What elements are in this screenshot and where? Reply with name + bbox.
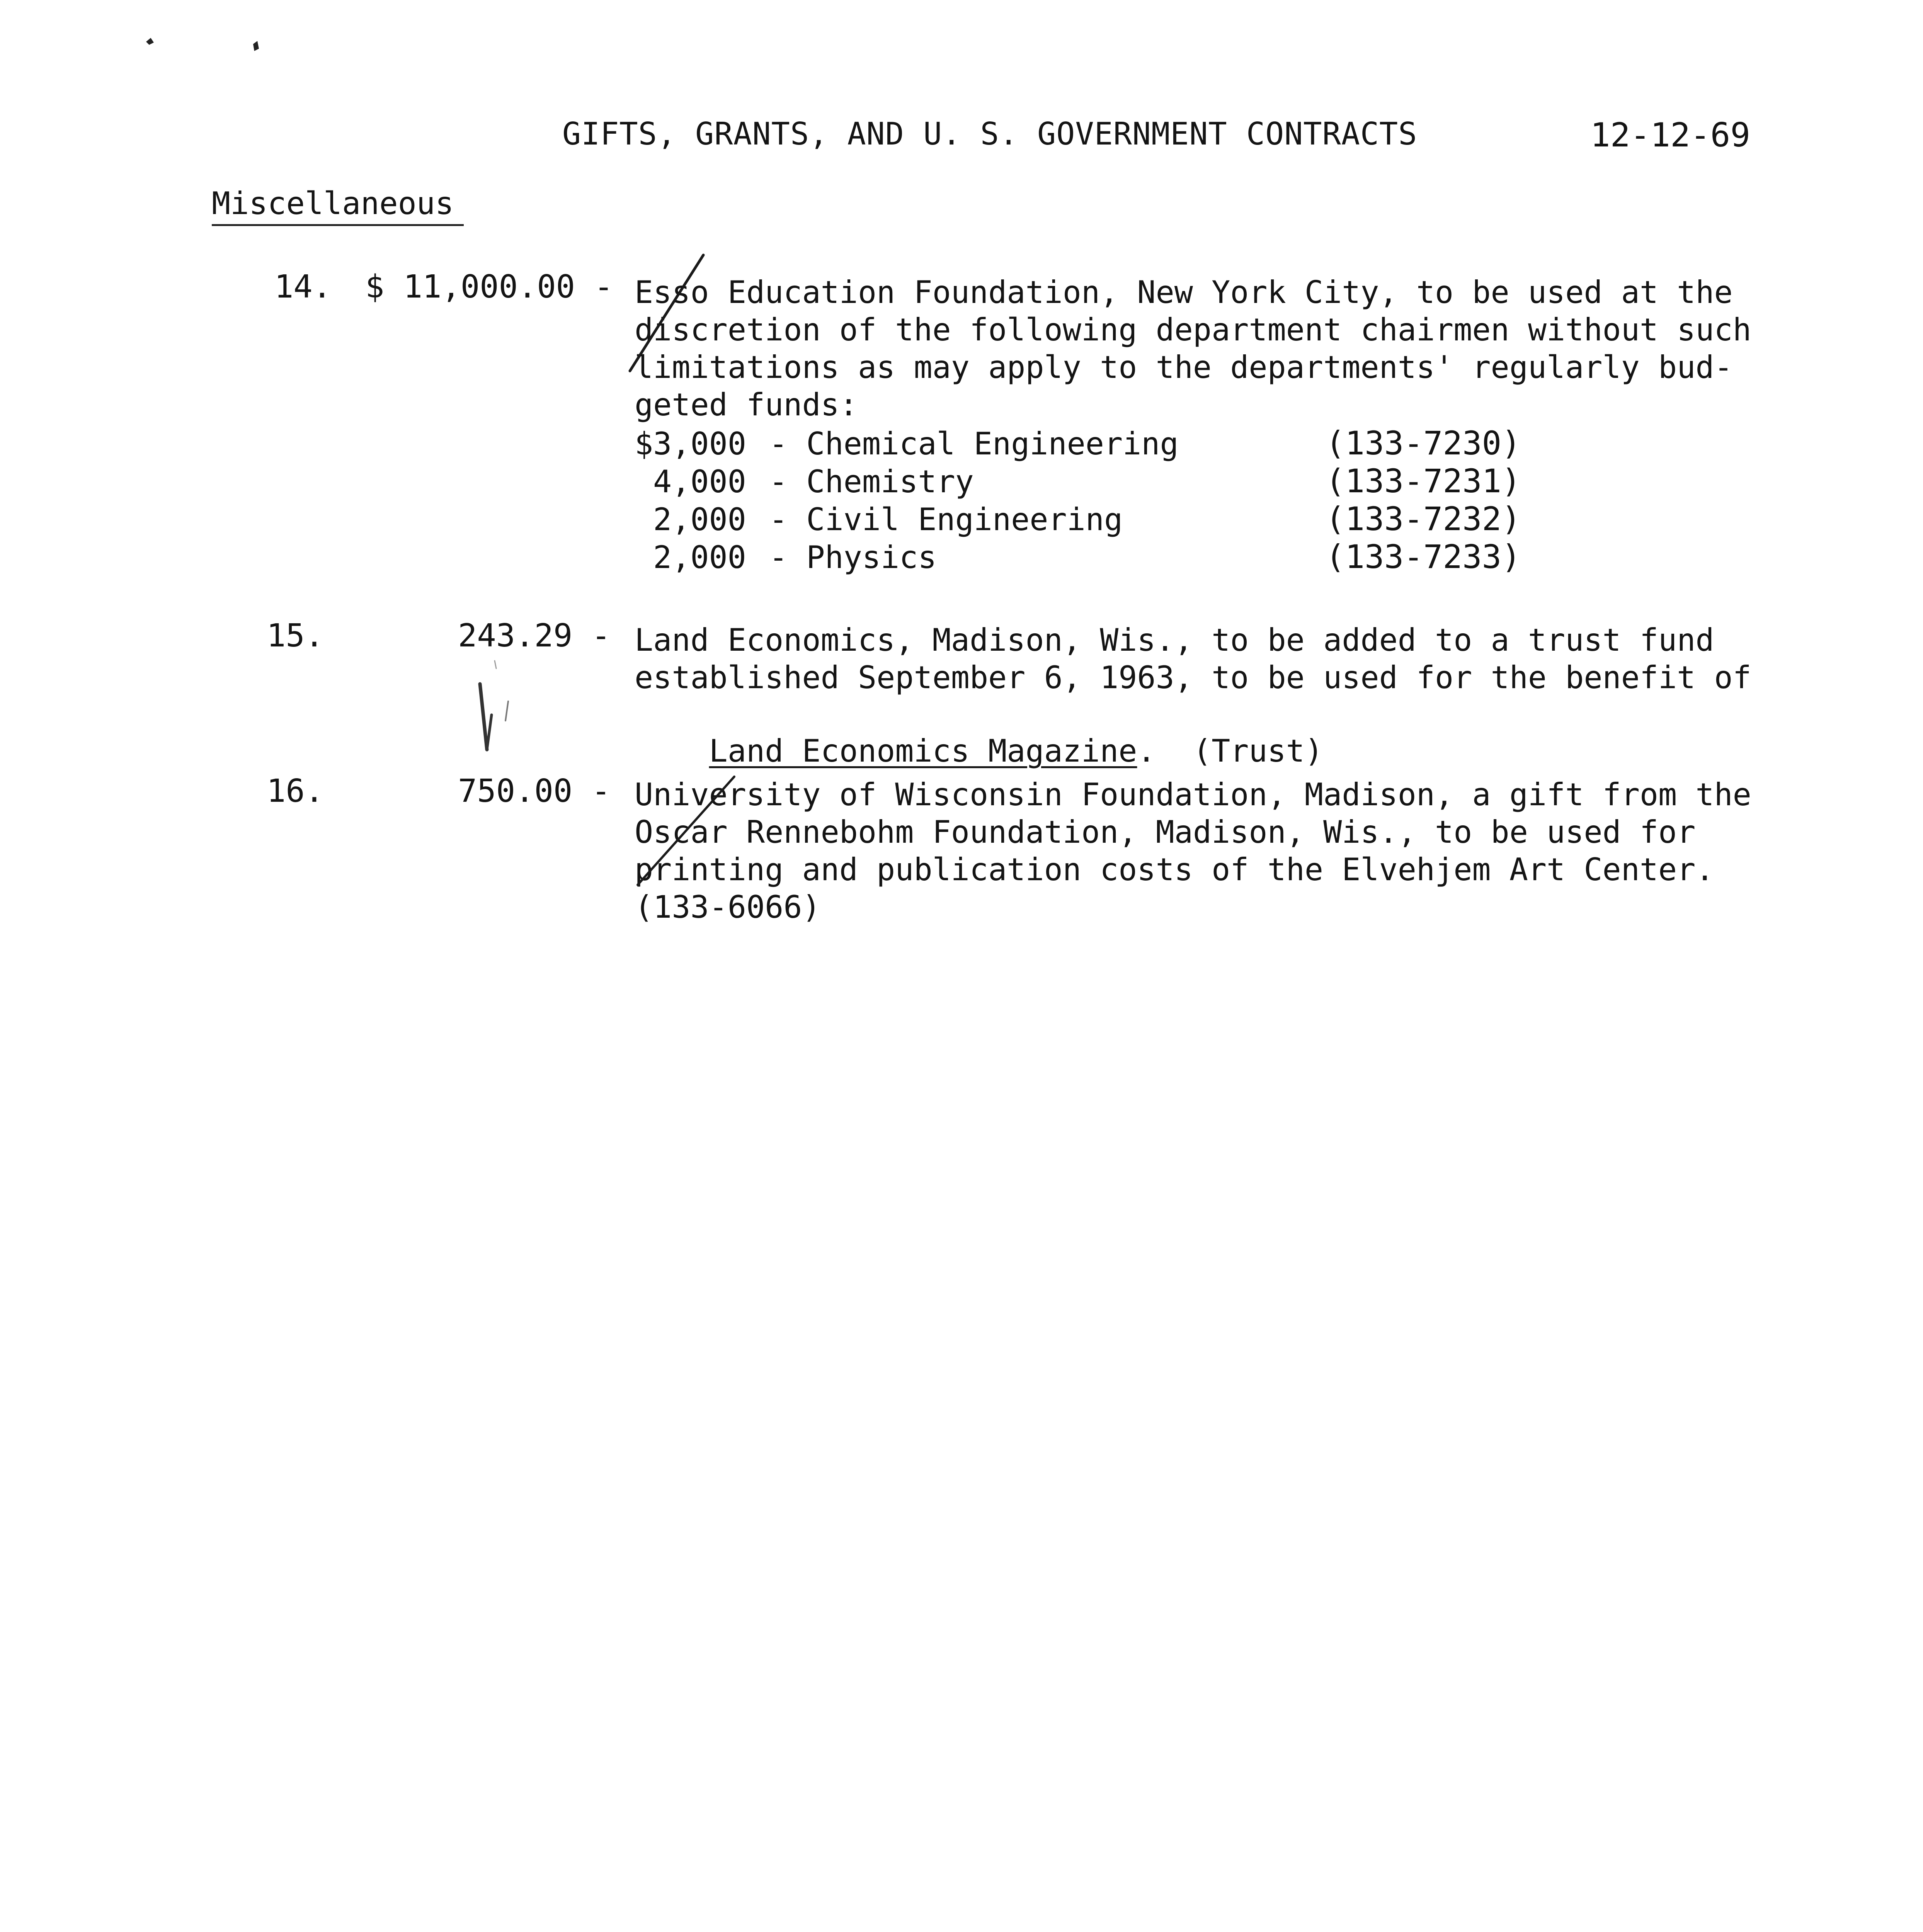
item-14-line-1: Esso Education Foundation, New York City, to be used at the: [635, 274, 1733, 310]
item-14-number: 14.: [274, 269, 332, 305]
allocation-amount: 2,000: [653, 502, 746, 537]
allocation-account-code: (133-7233): [1326, 538, 1521, 576]
item-15-amount: 243.29 -: [458, 617, 611, 654]
item-16-amount: 750.00 -: [458, 773, 611, 810]
item-16-line-4: (133-6066): [635, 889, 821, 925]
item-15-line-2: established September 6, 1963, to be used for the benefit of: [635, 660, 1751, 696]
handwritten-slash-mark: [618, 247, 719, 379]
item-14-line-4: geted funds:: [635, 387, 858, 423]
item-16-line-2: Oscar Rennebohm Foundation, Madison, Wis., to be used for: [635, 814, 1696, 850]
item-14-amount: $ 11,000.00 -: [365, 269, 613, 305]
allocation-account-code: (133-7231): [1326, 462, 1521, 500]
item-14-line-2: discretion of the following department chairmen without such: [635, 312, 1751, 348]
allocation-amount: 4,000: [653, 464, 746, 500]
item-15-line-1: Land Economics, Madison, Wis., to be added to a trust fund: [635, 622, 1714, 658]
item-15-number: 15.: [267, 617, 324, 654]
item-16-number: 16.: [267, 773, 324, 810]
allocation-department: - Physics: [769, 539, 937, 575]
handwritten-check-mark: [471, 657, 522, 757]
item-16-line-1: University of Wisconsin Foundation, Madison, a gift from the: [635, 777, 1751, 813]
magazine-title: Land Economics Magazine: [709, 733, 1137, 769]
allocation-amount: 2,000: [653, 539, 746, 575]
allocation-account-code: (133-7230): [1326, 424, 1521, 462]
page-title: GIFTS, GRANTS, AND U. S. GOVERNMENT CONTRACTS: [562, 116, 1418, 152]
section-underline: [212, 224, 464, 226]
allocation-department: - Civil Engineering: [769, 502, 1123, 537]
allocation-account-code: (133-7232): [1326, 500, 1521, 538]
allocation-amount: $3,000: [635, 426, 746, 462]
trust-note: . (Trust): [1137, 733, 1324, 769]
scan-speck-marks: [143, 31, 267, 66]
allocation-department: - Chemistry: [769, 464, 974, 500]
handwritten-slash-mark: [626, 769, 742, 893]
item-14-line-3: limitations as may apply to the departments' regularly bud-: [635, 349, 1733, 385]
document-date: 12-12-69: [1590, 116, 1751, 155]
item-16-line-3: printing and publication costs of the Elvehjem Art Center.: [635, 852, 1714, 888]
allocation-department: - Chemical Engineering: [769, 426, 1179, 462]
section-heading: Miscellaneous: [212, 185, 454, 221]
